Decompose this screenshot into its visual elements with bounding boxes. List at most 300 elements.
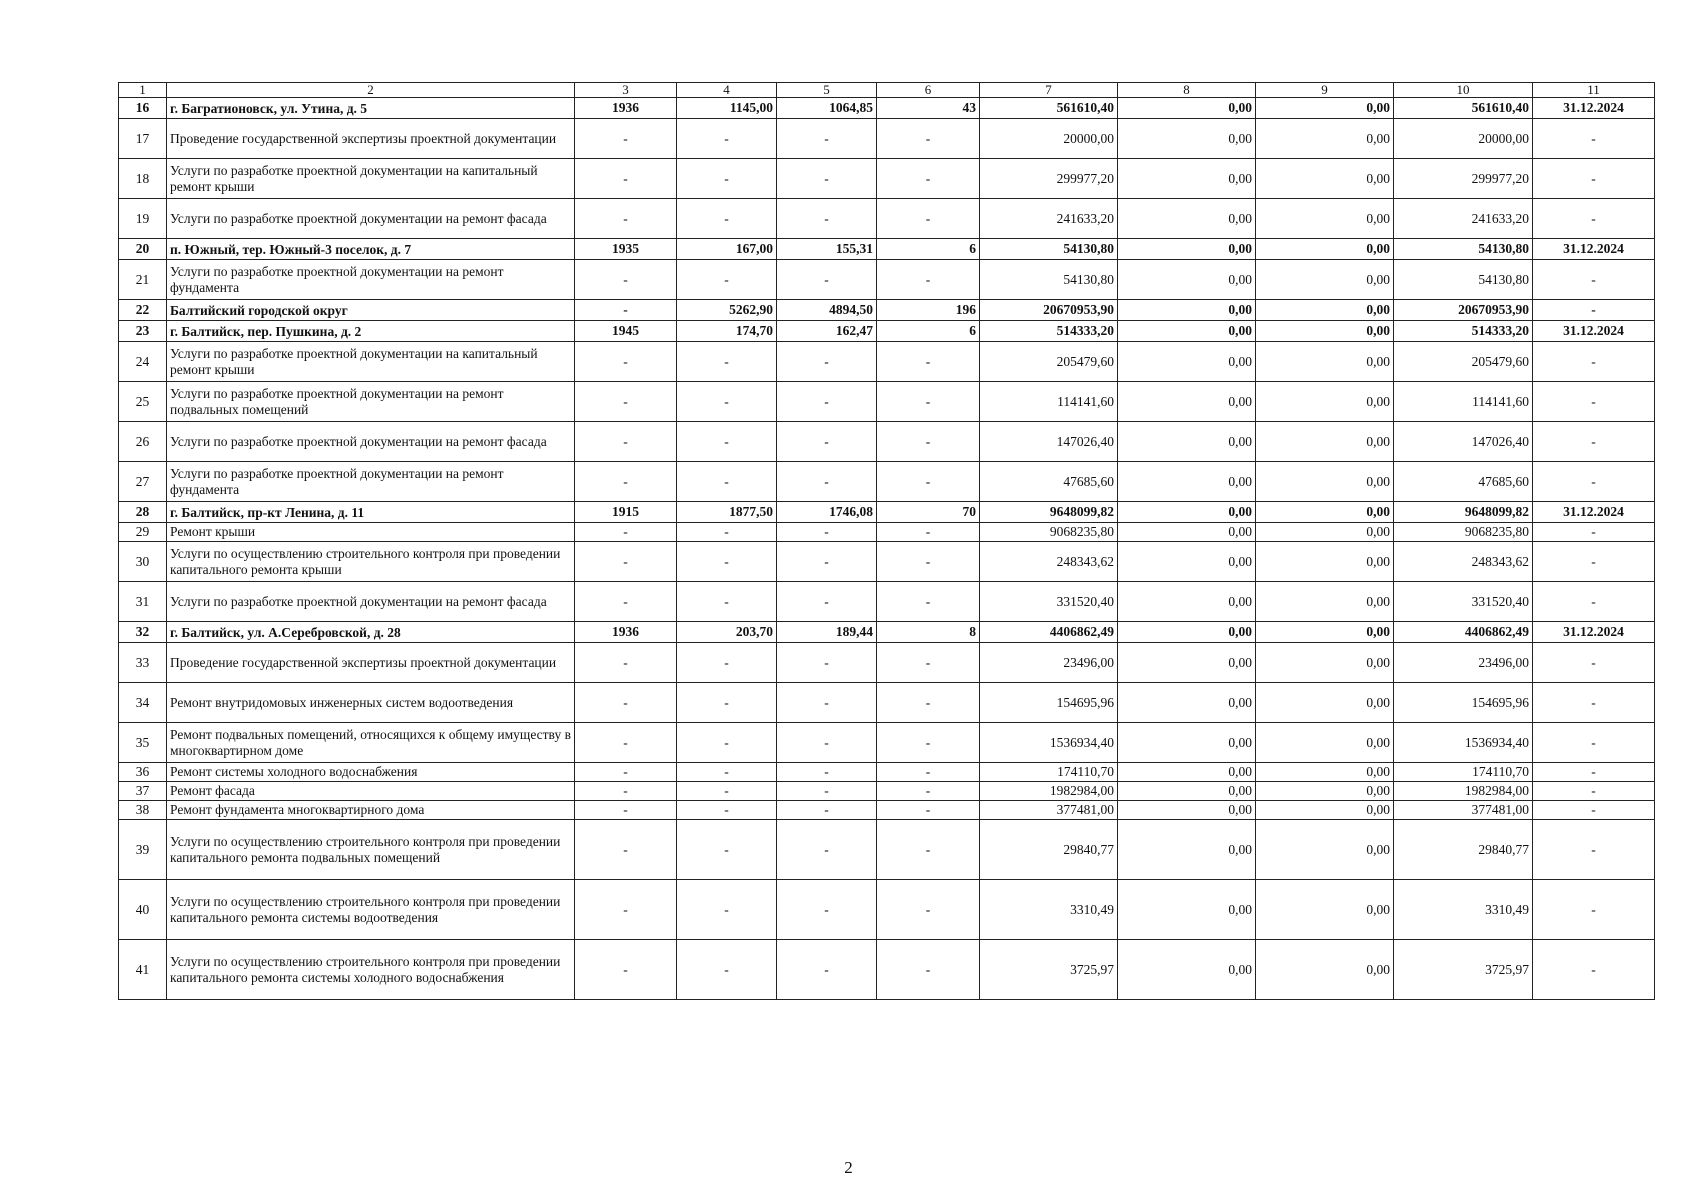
cell-col-2: Услуги по разработке проектной документации на капитальный ремонт крыши	[167, 342, 575, 382]
cell-col-2: Ремонт подвальных помещений, относящихся к общему имуществу в многоквартирном доме	[167, 723, 575, 763]
table-row	[119, 940, 1655, 1000]
cell-col-7: 9068235,80	[980, 523, 1118, 542]
cell-col-2: п. Южный, тер. Южный-3 поселок, д. 7	[167, 239, 575, 260]
cell-col-1: 27	[119, 462, 167, 502]
cell-col-6: -	[877, 199, 980, 239]
cell-col-4: 167,00	[677, 239, 777, 260]
cell-col-1: 18	[119, 159, 167, 199]
cell-col-6: -	[877, 523, 980, 542]
cell-col-6: -	[877, 763, 980, 782]
cell-col-5: 189,44	[777, 622, 877, 643]
cell-col-8: 0,00	[1118, 119, 1256, 159]
cell-col-2: Ремонт фасада	[167, 782, 575, 801]
cell-col-1: 17	[119, 119, 167, 159]
cell-col-2: Проведение государственной экспертизы проектной документации	[167, 643, 575, 683]
cell-col-1: 31	[119, 582, 167, 622]
cell-col-1: 34	[119, 683, 167, 723]
cell-col-8: 0,00	[1118, 342, 1256, 382]
cell-col-8: 0,00	[1118, 582, 1256, 622]
cell-col-5: 4894,50	[777, 300, 877, 321]
cell-col-4: -	[677, 159, 777, 199]
column-number-cell: 1	[119, 83, 167, 98]
cell-col-11: -	[1533, 820, 1655, 880]
table-row	[119, 300, 1655, 321]
cell-col-2: г. Багратионовск, ул. Утина, д. 5	[167, 98, 575, 119]
cell-col-6: 6	[877, 239, 980, 260]
cell-col-2: Услуги по осуществлению строительного контроля при проведении капитального ремонта крыши	[167, 542, 575, 582]
cell-col-11: -	[1533, 300, 1655, 321]
cell-col-9: 0,00	[1256, 260, 1394, 300]
cell-col-8: 0,00	[1118, 98, 1256, 119]
table-row	[119, 422, 1655, 462]
cell-col-4: -	[677, 880, 777, 940]
cell-col-8: 0,00	[1118, 723, 1256, 763]
table-row	[119, 723, 1655, 763]
cell-col-1: 32	[119, 622, 167, 643]
cell-col-6: 8	[877, 622, 980, 643]
cell-col-4: -	[677, 342, 777, 382]
cell-col-9: 0,00	[1256, 239, 1394, 260]
cell-col-1: 29	[119, 523, 167, 542]
cell-col-6: 196	[877, 300, 980, 321]
table-row	[119, 260, 1655, 300]
cell-col-8: 0,00	[1118, 199, 1256, 239]
cell-col-1: 25	[119, 382, 167, 422]
cell-col-10: 514333,20	[1394, 321, 1533, 342]
table-row	[119, 159, 1655, 199]
cell-col-9: 0,00	[1256, 643, 1394, 683]
cell-col-7: 9648099,82	[980, 502, 1118, 523]
cell-col-5: 162,47	[777, 321, 877, 342]
cell-col-2: Ремонт фундамента многоквартирного дома	[167, 801, 575, 820]
cell-col-8: 0,00	[1118, 622, 1256, 643]
column-number-cell: 3	[575, 83, 677, 98]
cell-col-6: -	[877, 582, 980, 622]
cell-col-5: -	[777, 880, 877, 940]
cell-col-7: 54130,80	[980, 239, 1118, 260]
cell-col-11: 31.12.2024	[1533, 321, 1655, 342]
cell-col-4: -	[677, 643, 777, 683]
cell-col-4: -	[677, 683, 777, 723]
cell-col-7: 20000,00	[980, 119, 1118, 159]
cell-col-9: 0,00	[1256, 542, 1394, 582]
cell-col-7: 114141,60	[980, 382, 1118, 422]
cell-col-4: -	[677, 542, 777, 582]
cell-col-11: -	[1533, 119, 1655, 159]
cell-col-3: -	[575, 199, 677, 239]
cell-col-5: -	[777, 260, 877, 300]
cell-col-4: 203,70	[677, 622, 777, 643]
cell-col-11: -	[1533, 342, 1655, 382]
cell-col-8: 0,00	[1118, 940, 1256, 1000]
cell-col-2: г. Балтийск, пр-кт Ленина, д. 11	[167, 502, 575, 523]
cell-col-4: -	[677, 260, 777, 300]
cell-col-6: -	[877, 159, 980, 199]
cell-col-3: -	[575, 462, 677, 502]
cell-col-9: 0,00	[1256, 300, 1394, 321]
table-row	[119, 820, 1655, 880]
cell-col-4: -	[677, 199, 777, 239]
cell-col-4: 5262,90	[677, 300, 777, 321]
cell-col-7: 331520,40	[980, 582, 1118, 622]
table-row	[119, 801, 1655, 820]
cell-col-1: 30	[119, 542, 167, 582]
cell-col-7: 174110,70	[980, 763, 1118, 782]
cell-col-7: 3725,97	[980, 940, 1118, 1000]
cell-col-3: -	[575, 300, 677, 321]
cell-col-11: -	[1533, 763, 1655, 782]
cell-col-5: -	[777, 422, 877, 462]
cell-col-9: 0,00	[1256, 119, 1394, 159]
cell-col-8: 0,00	[1118, 782, 1256, 801]
cell-col-10: 561610,40	[1394, 98, 1533, 119]
cell-col-11: -	[1533, 582, 1655, 622]
column-number-cell: 4	[677, 83, 777, 98]
cell-col-4: -	[677, 382, 777, 422]
cell-col-7: 241633,20	[980, 199, 1118, 239]
cell-col-1: 21	[119, 260, 167, 300]
cell-col-10: 54130,80	[1394, 260, 1533, 300]
cell-col-9: 0,00	[1256, 801, 1394, 820]
cell-col-7: 377481,00	[980, 801, 1118, 820]
cell-col-1: 26	[119, 422, 167, 462]
cell-col-1: 35	[119, 723, 167, 763]
cell-col-10: 241633,20	[1394, 199, 1533, 239]
cell-col-10: 1536934,40	[1394, 723, 1533, 763]
cell-col-11: -	[1533, 199, 1655, 239]
cell-col-2: г. Балтийск, ул. А.Серебровской, д. 28	[167, 622, 575, 643]
table-row	[119, 782, 1655, 801]
cell-col-5: -	[777, 782, 877, 801]
cell-col-4: -	[677, 820, 777, 880]
cell-col-4: -	[677, 582, 777, 622]
cell-col-4: -	[677, 763, 777, 782]
cell-col-9: 0,00	[1256, 98, 1394, 119]
cell-col-10: 147026,40	[1394, 422, 1533, 462]
cell-col-7: 514333,20	[980, 321, 1118, 342]
cell-col-7: 1982984,00	[980, 782, 1118, 801]
cell-col-2: Услуги по разработке проектной документации на ремонт подвальных помещений	[167, 382, 575, 422]
cell-col-1: 38	[119, 801, 167, 820]
cell-col-11: -	[1533, 523, 1655, 542]
cell-col-7: 54130,80	[980, 260, 1118, 300]
cell-col-6: -	[877, 940, 980, 1000]
cell-col-11: -	[1533, 880, 1655, 940]
cell-col-9: 0,00	[1256, 382, 1394, 422]
cell-col-8: 0,00	[1118, 542, 1256, 582]
cell-col-8: 0,00	[1118, 502, 1256, 523]
table-row	[119, 643, 1655, 683]
cell-col-2: Услуги по осуществлению строительного контроля при проведении капитального ремонта подвальных помещений	[167, 820, 575, 880]
cell-col-5: -	[777, 723, 877, 763]
cell-col-8: 0,00	[1118, 683, 1256, 723]
cell-col-10: 299977,20	[1394, 159, 1533, 199]
cell-col-5: -	[777, 119, 877, 159]
cell-col-10: 154695,96	[1394, 683, 1533, 723]
cell-col-10: 20000,00	[1394, 119, 1533, 159]
cell-col-5: 1746,08	[777, 502, 877, 523]
cell-col-1: 28	[119, 502, 167, 523]
cell-col-6: -	[877, 723, 980, 763]
cell-col-11: 31.12.2024	[1533, 239, 1655, 260]
cell-col-3: -	[575, 260, 677, 300]
cell-col-8: 0,00	[1118, 422, 1256, 462]
cell-col-5: -	[777, 820, 877, 880]
cell-col-6: -	[877, 683, 980, 723]
table-row	[119, 382, 1655, 422]
cell-col-9: 0,00	[1256, 782, 1394, 801]
column-number-cell: 6	[877, 83, 980, 98]
cell-col-4: 1877,50	[677, 502, 777, 523]
cell-col-1: 22	[119, 300, 167, 321]
cell-col-4: -	[677, 940, 777, 1000]
cell-col-10: 377481,00	[1394, 801, 1533, 820]
cell-col-11: -	[1533, 683, 1655, 723]
cell-col-8: 0,00	[1118, 643, 1256, 683]
cell-col-6: 70	[877, 502, 980, 523]
cell-col-1: 19	[119, 199, 167, 239]
cell-col-11: 31.12.2024	[1533, 622, 1655, 643]
table-row	[119, 321, 1655, 342]
cell-col-2: Услуги по разработке проектной документации на ремонт фасада	[167, 422, 575, 462]
cell-col-6: -	[877, 801, 980, 820]
cell-col-1: 37	[119, 782, 167, 801]
cell-col-9: 0,00	[1256, 523, 1394, 542]
table-row	[119, 880, 1655, 940]
cell-col-11: -	[1533, 260, 1655, 300]
cell-col-8: 0,00	[1118, 382, 1256, 422]
cell-col-10: 205479,60	[1394, 342, 1533, 382]
cell-col-10: 29840,77	[1394, 820, 1533, 880]
cell-col-4: -	[677, 422, 777, 462]
cell-col-6: -	[877, 119, 980, 159]
cell-col-11: 31.12.2024	[1533, 98, 1655, 119]
cell-col-1: 20	[119, 239, 167, 260]
column-number-cell: 10	[1394, 83, 1533, 98]
cell-col-9: 0,00	[1256, 159, 1394, 199]
capital-repair-table	[118, 82, 1655, 1000]
cell-col-5: -	[777, 342, 877, 382]
cell-col-3: -	[575, 801, 677, 820]
cell-col-3: 1936	[575, 622, 677, 643]
cell-col-7: 20670953,90	[980, 300, 1118, 321]
cell-col-4: -	[677, 723, 777, 763]
cell-col-4: -	[677, 782, 777, 801]
cell-col-9: 0,00	[1256, 763, 1394, 782]
cell-col-6: 6	[877, 321, 980, 342]
cell-col-10: 174110,70	[1394, 763, 1533, 782]
cell-col-2: Услуги по осуществлению строительного контроля при проведении капитального ремонта системы водоотведения	[167, 880, 575, 940]
cell-col-3: -	[575, 119, 677, 159]
cell-col-5: 155,31	[777, 239, 877, 260]
cell-col-3: -	[575, 342, 677, 382]
cell-col-11: 31.12.2024	[1533, 502, 1655, 523]
cell-col-1: 23	[119, 321, 167, 342]
cell-col-6: -	[877, 542, 980, 582]
cell-col-3: 1915	[575, 502, 677, 523]
cell-col-7: 154695,96	[980, 683, 1118, 723]
cell-col-4: 1145,00	[677, 98, 777, 119]
cell-col-5: -	[777, 542, 877, 582]
cell-col-8: 0,00	[1118, 523, 1256, 542]
cell-col-3: -	[575, 382, 677, 422]
cell-col-10: 114141,60	[1394, 382, 1533, 422]
cell-col-3: -	[575, 880, 677, 940]
cell-col-10: 54130,80	[1394, 239, 1533, 260]
cell-col-2: Проведение государственной экспертизы проектной документации	[167, 119, 575, 159]
cell-col-7: 1536934,40	[980, 723, 1118, 763]
cell-col-5: -	[777, 683, 877, 723]
cell-col-8: 0,00	[1118, 321, 1256, 342]
cell-col-1: 36	[119, 763, 167, 782]
cell-col-10: 9648099,82	[1394, 502, 1533, 523]
cell-col-9: 0,00	[1256, 502, 1394, 523]
cell-col-5: -	[777, 159, 877, 199]
cell-col-8: 0,00	[1118, 239, 1256, 260]
cell-col-11: -	[1533, 159, 1655, 199]
cell-col-10: 248343,62	[1394, 542, 1533, 582]
table-row	[119, 523, 1655, 542]
cell-col-10: 331520,40	[1394, 582, 1533, 622]
cell-col-11: -	[1533, 723, 1655, 763]
cell-col-10: 9068235,80	[1394, 523, 1533, 542]
cell-col-2: Ремонт системы холодного водоснабжения	[167, 763, 575, 782]
cell-col-10: 47685,60	[1394, 462, 1533, 502]
cell-col-10: 3310,49	[1394, 880, 1533, 940]
cell-col-6: -	[877, 382, 980, 422]
cell-col-7: 205479,60	[980, 342, 1118, 382]
cell-col-7: 29840,77	[980, 820, 1118, 880]
cell-col-6: -	[877, 643, 980, 683]
cell-col-8: 0,00	[1118, 820, 1256, 880]
column-number-cell: 5	[777, 83, 877, 98]
cell-col-7: 147026,40	[980, 422, 1118, 462]
table-row	[119, 683, 1655, 723]
cell-col-6: -	[877, 422, 980, 462]
cell-col-3: -	[575, 940, 677, 1000]
cell-col-5: -	[777, 462, 877, 502]
column-number-cell: 11	[1533, 83, 1655, 98]
cell-col-10: 1982984,00	[1394, 782, 1533, 801]
cell-col-3: -	[575, 643, 677, 683]
column-number-cell: 2	[167, 83, 575, 98]
cell-col-2: г. Балтийск, пер. Пушкина, д. 2	[167, 321, 575, 342]
cell-col-2: Балтийский городской округ	[167, 300, 575, 321]
cell-col-8: 0,00	[1118, 159, 1256, 199]
cell-col-6: -	[877, 462, 980, 502]
cell-col-5: -	[777, 523, 877, 542]
cell-col-1: 33	[119, 643, 167, 683]
cell-col-2: Ремонт внутридомовых инженерных систем водоотведения	[167, 683, 575, 723]
cell-col-3: -	[575, 542, 677, 582]
cell-col-11: -	[1533, 422, 1655, 462]
table-row	[119, 622, 1655, 643]
cell-col-7: 4406862,49	[980, 622, 1118, 643]
cell-col-11: -	[1533, 940, 1655, 1000]
cell-col-6: -	[877, 782, 980, 801]
cell-col-9: 0,00	[1256, 683, 1394, 723]
cell-col-6: -	[877, 880, 980, 940]
column-number-row	[119, 83, 1655, 98]
table-row	[119, 763, 1655, 782]
cell-col-3: -	[575, 820, 677, 880]
cell-col-11: -	[1533, 462, 1655, 502]
table-row	[119, 502, 1655, 523]
cell-col-5: -	[777, 763, 877, 782]
cell-col-3: -	[575, 422, 677, 462]
cell-col-7: 23496,00	[980, 643, 1118, 683]
table-row	[119, 342, 1655, 382]
cell-col-9: 0,00	[1256, 940, 1394, 1000]
cell-col-9: 0,00	[1256, 820, 1394, 880]
cell-col-3: 1945	[575, 321, 677, 342]
column-number-cell: 9	[1256, 83, 1394, 98]
cell-col-9: 0,00	[1256, 321, 1394, 342]
cell-col-8: 0,00	[1118, 462, 1256, 502]
cell-col-1: 41	[119, 940, 167, 1000]
cell-col-5: -	[777, 801, 877, 820]
table-row	[119, 542, 1655, 582]
cell-col-10: 23496,00	[1394, 643, 1533, 683]
cell-col-4: -	[677, 462, 777, 502]
cell-col-7: 47685,60	[980, 462, 1118, 502]
cell-col-8: 0,00	[1118, 880, 1256, 940]
cell-col-5: -	[777, 643, 877, 683]
cell-col-7: 3310,49	[980, 880, 1118, 940]
cell-col-5: -	[777, 940, 877, 1000]
cell-col-9: 0,00	[1256, 582, 1394, 622]
cell-col-4: -	[677, 119, 777, 159]
table-row	[119, 582, 1655, 622]
cell-col-3: -	[575, 763, 677, 782]
cell-col-11: -	[1533, 801, 1655, 820]
cell-col-9: 0,00	[1256, 342, 1394, 382]
cell-col-5: -	[777, 582, 877, 622]
cell-col-9: 0,00	[1256, 462, 1394, 502]
cell-col-11: -	[1533, 542, 1655, 582]
cell-col-10: 4406862,49	[1394, 622, 1533, 643]
cell-col-4: 174,70	[677, 321, 777, 342]
cell-col-1: 39	[119, 820, 167, 880]
cell-col-9: 0,00	[1256, 199, 1394, 239]
column-number-cell: 8	[1118, 83, 1256, 98]
cell-col-7: 561610,40	[980, 98, 1118, 119]
cell-col-8: 0,00	[1118, 300, 1256, 321]
cell-col-5: -	[777, 382, 877, 422]
cell-col-6: -	[877, 820, 980, 880]
cell-col-2: Услуги по разработке проектной документации на ремонт фасада	[167, 199, 575, 239]
cell-col-3: -	[575, 523, 677, 542]
cell-col-1: 40	[119, 880, 167, 940]
cell-col-3: 1936	[575, 98, 677, 119]
cell-col-6: -	[877, 260, 980, 300]
cell-col-2: Услуги по разработке проектной документации на ремонт фасада	[167, 582, 575, 622]
cell-col-5: 1064,85	[777, 98, 877, 119]
cell-col-9: 0,00	[1256, 880, 1394, 940]
table-row	[119, 462, 1655, 502]
cell-col-3: -	[575, 683, 677, 723]
cell-col-2: Услуги по разработке проектной документации на капитальный ремонт крыши	[167, 159, 575, 199]
cell-col-2: Ремонт крыши	[167, 523, 575, 542]
cell-col-7: 299977,20	[980, 159, 1118, 199]
cell-col-10: 20670953,90	[1394, 300, 1533, 321]
cell-col-3: -	[575, 159, 677, 199]
document-table-container	[118, 82, 1654, 1000]
cell-col-8: 0,00	[1118, 801, 1256, 820]
column-number-cell: 7	[980, 83, 1118, 98]
cell-col-7: 248343,62	[980, 542, 1118, 582]
cell-col-6: -	[877, 342, 980, 382]
